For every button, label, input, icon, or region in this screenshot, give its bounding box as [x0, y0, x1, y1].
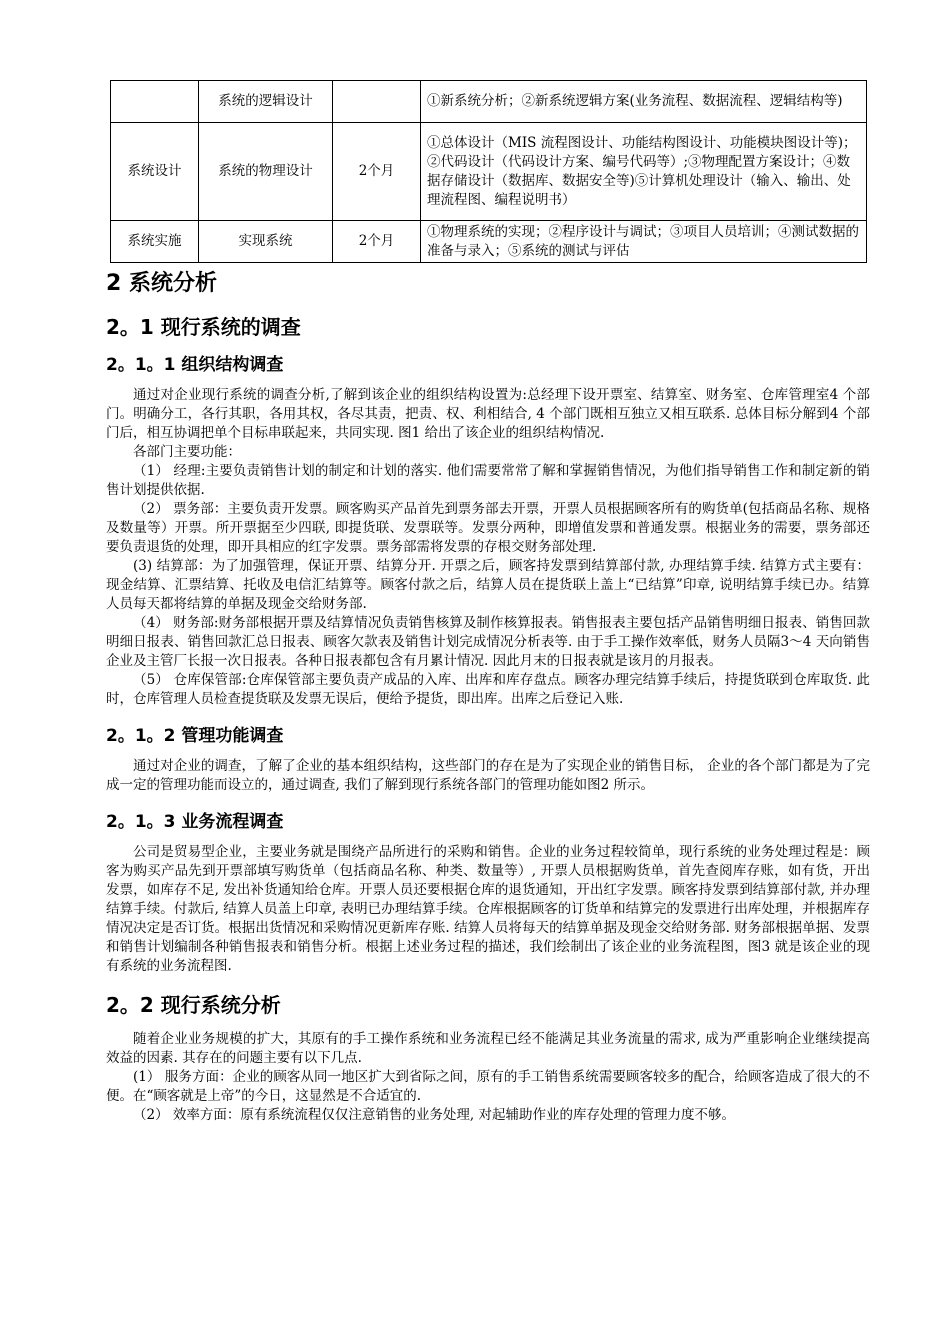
heading-2-1-3: 2。1。3 业务流程调查	[106, 812, 284, 832]
paragraph-org-2: （2） 票务部：主要负责开发票。顾客购买产品首先到票务部去开票，开票人员根据顾客所有的购货单(包括商品名称、规格及数量等）开票。所开票据至少四联, 即提货联、发票联等。发票分两种，即增值发票和普通发票。根据业务的需要，票务部还要负责退货的处理，即开具相应的红字发票。票务部需将发票的存根交财务部处理.	[106, 501, 870, 555]
table-row	[111, 221, 867, 263]
paragraph-org-intro: 通过对企业现行系统的调查分析,了解到该企业的组织结构设置为:总经理下设开票室、结算室、财务室、仓库管理室4 个部门。明确分工，各行其职，各用其权，各尽其责，把责、权、利相结合, 4 个部门既相互独立又相互联系. 总体目标分解到4 个部门后，相互协调把单个目标串联起来，共同实现. 图1 给出了该企业的组织结构情况.	[106, 387, 870, 441]
paragraph-org-func-title: 各部门主要功能：	[133, 444, 241, 460]
table-row	[111, 123, 867, 221]
table-cell-content: ①总体设计（MIS 流程图设计、功能结构图设计、功能模块图设计等)；②代码设计（代码设计方案、编号代码等）;③物理配置方案设计；④数据存储设计（数据库、数据安全等)⑤计算机处理设计（输入、输出、处理流程图、编程说明书）	[421, 123, 867, 221]
table-cell-phase: 系统设计	[111, 123, 199, 221]
table-cell-task: 系统的逻辑设计	[199, 81, 333, 123]
document-body	[106, 268, 870, 1125]
paragraph-org-5: （5） 仓库保管部:仓库保管部主要负责产成品的入库、出库和库存盘点。顾客办理完结算手续后，持提货联到仓库取货. 此时，仓库管理人员检查提货联及发票无误后，便给予提货，即出库。出库之后登记入账.	[106, 672, 870, 707]
heading-2-1-2: 2。1。2 管理功能调查	[106, 726, 284, 746]
heading-2-1: 2。1 现行系统的调查	[106, 315, 301, 339]
paragraph-mgmt: 通过对企业的调查，了解了企业的基本组织结构，这些部门的存在是为了实现企业的销售目标， 企业的各个部门都是为了完成一定的管理功能而设立的，通过调查, 我们了解到现行系统各部门的管理功能如图2 所示。	[106, 758, 870, 793]
paragraph-org-4: （4） 财务部:财务部根据开票及结算情况负责销售核算及制作核算报表。销售报表主要包括产品销售明细日报表、销售回款明细日报表、销售回款汇总日报表、顾客欠款表及销售计划完成情况分析表等. 由于手工操作效率低，财务人员隔3～4 天向销售企业及主管厂长报一次日报表。各种日报表都包含有月累计情况. 因此月末的日报表就是该月的月报表。	[106, 615, 870, 669]
paragraph-analysis-2: （2） 效率方面：原有系统流程仅仅注意销售的业务处理, 对起辅助作业的库存处理的管理力度不够。	[133, 1107, 735, 1123]
table-cell-duration: 2个月	[333, 221, 421, 263]
table-cell-phase	[111, 81, 199, 123]
heading-2-1-1: 2。1。1 组织结构调查	[106, 355, 284, 375]
paragraph-org-3: (3) 结算部：为了加强管理，保证开票、结算分开. 开票之后，顾客持发票到结算部付款, 办理结算手续. 结算方式主要有：现金结算、汇票结算、托收及电信汇结算等。顾客付款之后，结算人员在提货联上盖上“已结算”印章, 说明结算手续已办。结算人员每天都将结算的单据及现金交给财务部.	[106, 558, 870, 612]
paragraph-org-1: （1） 经理:主要负责销售计划的制定和计划的落实. 他们需要常常了解和掌握销售情况，为他们指导销售工作和制定新的销售计划提供依据.	[106, 463, 870, 498]
paragraph-analysis-1: (1） 服务方面：企业的顾客从同一地区扩大到省际之间，原有的手工销售系统需要顾客较多的配合，给顾客造成了很大的不便。在“顾客就是上帝”的今日，这显然是不合适宜的.	[106, 1069, 870, 1104]
table-cell-phase: 系统实施	[111, 221, 199, 263]
heading-2: 2 系统分析	[106, 271, 217, 296]
table-cell-task: 系统的物理设计	[199, 123, 333, 221]
table-row	[111, 81, 867, 123]
paragraph-flow: 公司是贸易型企业，主要业务就是围绕产品所进行的采购和销售。企业的业务过程较简单，现行系统的业务处理过程是：顾客为购买产品先到开票部填写购货单（包括商品名称、种类、数量等）, 开票人员根据购货单，首先查阅库存账，如有货，开出发票，如库存不足, 发出补货通知给仓库。开票人员还要根据仓库的退货通知，开出红字发票。顾客持发票到结算部付款, 并办理结算手续。付款后, 结算人员盖上印章, 表明已办理结算手续。仓库根据顾客的订货单和结算完的发票进行出库处理，并根据库存情况决定是否订货。根据出货情况和采购情况更新库存账. 结算人员将每天的结算单据及现金交给财务部. 财务部根据单据、发票和销售计划编制各种销售报表和销售分析。根据上述业务过程的描述，我们绘制出了该企业的业务流程图，图3 就是该企业的现有系统的业务流程图.	[106, 844, 870, 974]
project-plan-table	[110, 80, 867, 263]
paragraph-analysis-intro: 随着企业业务规模的扩大，其原有的手工操作系统和业务流程已经不能满足其业务流量的需求, 成为严重影响企业继续提高效益的因素. 其存在的问题主要有以下几点.	[106, 1031, 870, 1066]
table-cell-duration: 2个月	[333, 123, 421, 221]
table-cell-content: ①物理系统的实现；②程序设计与调试；③项目人员培训；④测试数据的准备与录入；⑤系统的测试与评估	[421, 221, 867, 263]
table-cell-task: 实现系统	[199, 221, 333, 263]
table-cell-content: ①新系统分析；②新系统逻辑方案(业务流程、数据流程、逻辑结构等)	[421, 81, 867, 123]
heading-2-2: 2。2 现行系统分析	[106, 993, 281, 1017]
table-cell-duration	[333, 81, 421, 123]
